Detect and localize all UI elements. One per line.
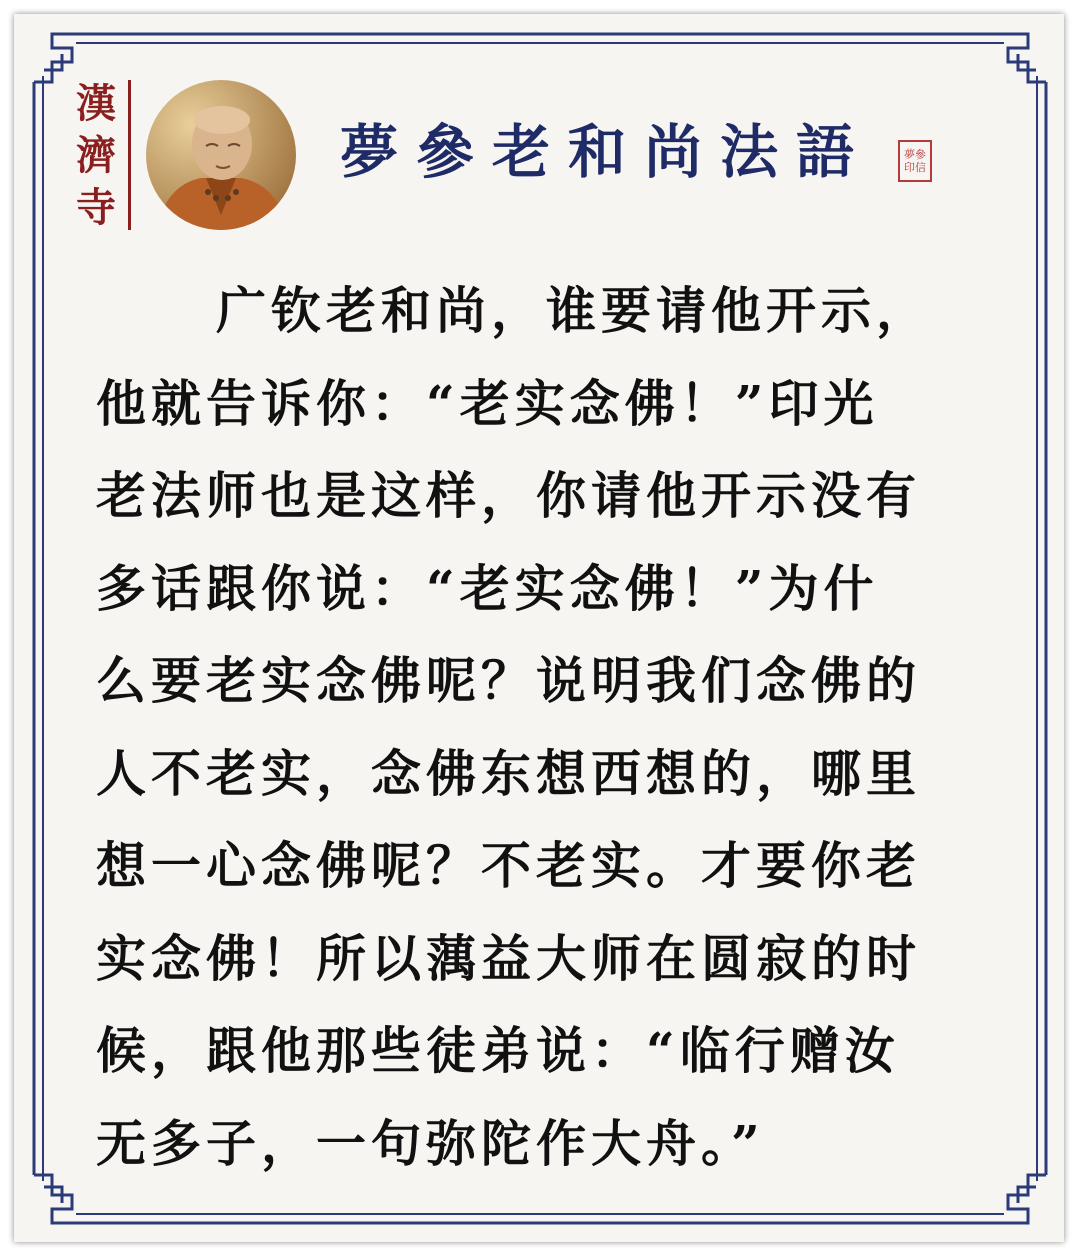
text-line: 候，跟他那些徒弟说：“临行赠汝 [96,1021,900,1080]
text-line: 广钦老和尚，谁要请他开示， [216,281,931,340]
seal-char: 信 [915,161,926,174]
page-title: 夢參老和尚法語 [340,118,873,186]
temple-char: 寺 [76,184,116,231]
seal-char: 夢 [904,148,915,161]
text-line: 老法师也是这样，你请他开示没有 [96,466,921,525]
temple-name-vertical [74,78,118,234]
temple-char: 漢 [76,80,116,127]
divider-line [128,80,131,230]
text-line: 实念佛！所以蕅益大师在圆寂的时 [96,928,921,988]
seal-char: 參 [915,148,926,161]
monk-portrait [146,80,296,230]
text-line: 人不老实，念佛东想西想的，哪里 [96,743,921,803]
text-line: 他就告诉你：“老实念佛！”印光 [96,373,879,433]
temple-char: 濟 [76,132,116,179]
seal-char: 印 [904,161,915,174]
text-line: 么要老实念佛呢？说明我们念佛的 [96,651,921,710]
text-line: 想一心念佛呢？不老实。才要你老 [96,836,921,895]
text-line: 无多子，一句弥陀作大舟。” [96,1113,765,1173]
dharma-talk-text [96,265,986,1190]
text-line: 多话跟你说：“老实念佛！”为什 [96,558,879,618]
seal-stamp [898,140,932,182]
